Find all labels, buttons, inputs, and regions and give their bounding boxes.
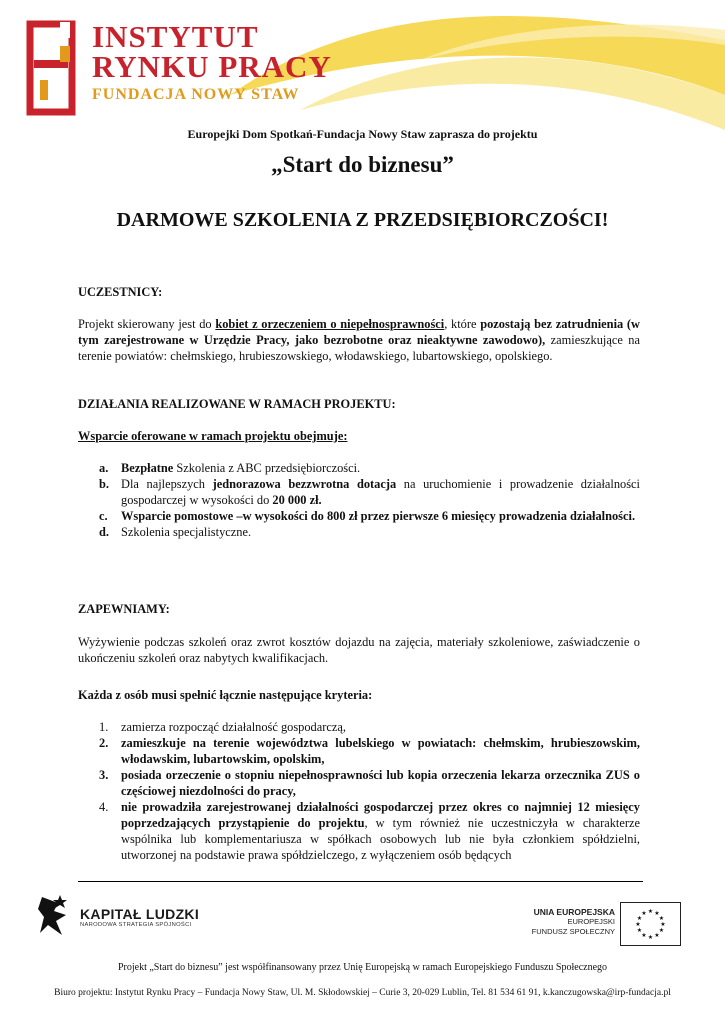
participants-status: pozostają bez zatrudnienia (w tym zarejestrowane w Urzędzie Pracy, jako bezrobotne oraz nieaktywne zawodowo), — [78, 317, 640, 347]
svg-text:★: ★ — [654, 932, 660, 939]
eu-line-2: EUROPEJSKI — [567, 917, 615, 926]
item-bold: jednorazowa bezzwrotna dotacja — [212, 477, 397, 491]
logo-line-1: INSTYTUT — [92, 19, 259, 54]
item-bold: 20 000 zł. — [272, 493, 322, 507]
institute-logo — [92, 19, 332, 104]
logo-line-3: FUNDACJA NOWY STAW — [92, 86, 300, 103]
list-item — [78, 719, 640, 735]
kapital-ludzki-icon — [38, 893, 76, 939]
item-bold: Wsparcie pomostowe –w wysokości do 800 zł przez pierwsze 6 miesięcy prowadzenia działalności. — [121, 509, 636, 523]
svg-text:★: ★ — [660, 921, 666, 928]
svg-text:★: ★ — [647, 934, 654, 941]
support-heading: Wsparcie oferowane w ramach projektu obejmuje: — [78, 429, 348, 443]
participants-text-3: , które — [444, 317, 481, 331]
institute-logo-icon — [26, 20, 76, 116]
list-item — [78, 735, 640, 767]
list-item — [78, 508, 640, 524]
item-bold: zamieszkuje na terenie województwa lubelskiego w powiatach: chełmskim, hrubieszowskim, włodawskim, lubartowskim, opolskim, — [121, 736, 640, 766]
item-text: zamierza rozpocząć działalność gospodarczą, — [121, 720, 346, 734]
svg-text:★: ★ — [641, 910, 647, 917]
eu-line-3: FUNDUSZ SPOŁECZNY — [531, 927, 615, 936]
list-marker: c. — [99, 509, 108, 523]
list-item — [78, 476, 640, 508]
list-marker: 2. — [99, 736, 109, 750]
svg-text:★: ★ — [636, 915, 643, 922]
item-text: Dla najlepszych — [121, 477, 213, 491]
participants-text-5: zamieszkujące na terenie powiatów: chełmskiego, hrubieszowskiego, włodawskiego, lubartowskiego, opolskiego. — [78, 333, 640, 363]
list-marker: a. — [99, 461, 109, 475]
logo-line-2: RYNKU PRACY — [92, 49, 332, 84]
item-bold: posiada orzeczenie o stopniu niepełnosprawności lub kopia orzeczenia lekarza orzecznika ZUS o częściowej niezdolności do pracy, — [121, 768, 640, 798]
item-text: na uruchomienie i prowadzenie działalności gospodarczej w wysokości do — [121, 477, 640, 507]
eu-line-1: UNIA EUROPEJSKA — [533, 907, 615, 917]
item-text: Szkolenia specjalistyczne. — [121, 525, 252, 539]
footer-divider — [78, 881, 643, 882]
criteria-heading: Każda z osób musi spełnić łącznie następujące kryteria: — [78, 688, 373, 702]
participants-text — [78, 316, 640, 364]
eu-flag-icon — [620, 902, 681, 946]
list-item — [78, 460, 640, 476]
item-text: Szkolenia z ABC przedsiębiorczości. — [173, 461, 361, 475]
kapital-ludzki-subtitle: NARODOWA STRATEGIA SPÓJNOŚCI — [80, 922, 192, 928]
cofinance-note: Projekt „Start do biznesu” jest współfinansowany przez Unię Europejską w ramach Europejskiego Funduszu Społecznego — [117, 962, 608, 973]
participants-heading: UCZESTNICY: — [78, 285, 163, 299]
participants-text-1: Projekt skierowany jest do — [78, 317, 216, 331]
list-marker: b. — [99, 477, 109, 491]
intro-text: Europejki Dom Spotkań-Fundacja Nowy Staw zaprasza do projektu — [187, 127, 538, 141]
svg-text:★: ★ — [647, 908, 654, 915]
list-marker: 1. — [99, 720, 109, 734]
svg-text:★: ★ — [635, 921, 641, 928]
svg-text:★: ★ — [658, 915, 665, 922]
guarantee-text: Wyżywienie podczas szkoleń oraz zwrot kosztów dojazdu na zajęcia, materiały szkoleniowe, zaświadczenie o ukończeniu szkoleń oraz nabytych kwalifikacjach. — [78, 635, 640, 665]
list-item — [78, 767, 640, 799]
page-subtitle: DARMOWE SZKOLENIA Z PRZEDSIĘBIORCZOŚCI! — [116, 209, 609, 231]
page-title: „Start do biznesu” — [271, 152, 454, 177]
item-text: , w tym również nie uczestniczyła w charakterze wspólnika lub komplementariusza w spółkach osobowych lub nie była członkiem spółdzielni, utworzonej na podstawie prawa spółdzielczego, z wyłączeniem osób będących — [121, 816, 640, 862]
list-marker: 4. — [99, 800, 109, 814]
list-item — [78, 799, 640, 863]
svg-text:★: ★ — [658, 927, 665, 934]
svg-text:★: ★ — [636, 927, 643, 934]
participants-target: kobiet z orzeczeniem o niepełnosprawności — [215, 317, 445, 331]
kapital-ludzki-title: KAPITAŁ LUDZKI — [80, 906, 200, 922]
office-address: Biuro projektu: Instytut Rynku Pracy – Fundacja Nowy Staw, Ul. M. Skłodowskiej – Curie 3, 20-029 Lublin, Tel. 81 534 61 91, k.kanczugowska@irp-fundacja.pl — [54, 988, 671, 998]
support-list — [78, 460, 640, 540]
guarantee-heading: ZAPEWNIAMY: — [78, 602, 170, 616]
list-item — [78, 524, 640, 540]
svg-text:★: ★ — [641, 932, 647, 939]
criteria-list — [78, 719, 640, 863]
eu-label — [532, 907, 615, 937]
svg-text:★: ★ — [654, 910, 660, 917]
actions-heading: DZIAŁANIA REALIZOWANE W RAMACH PROJEKTU: — [78, 397, 396, 411]
item-bold: nie prowadziła zarejestrowanej działalności gospodarczej przez okres co najmniej 12 miesięcy poprzedzających przystąpienie do projektu — [121, 800, 640, 830]
item-bold: Bezpłatne — [121, 461, 174, 475]
list-marker: d. — [99, 525, 109, 539]
list-marker: 3. — [99, 768, 109, 782]
